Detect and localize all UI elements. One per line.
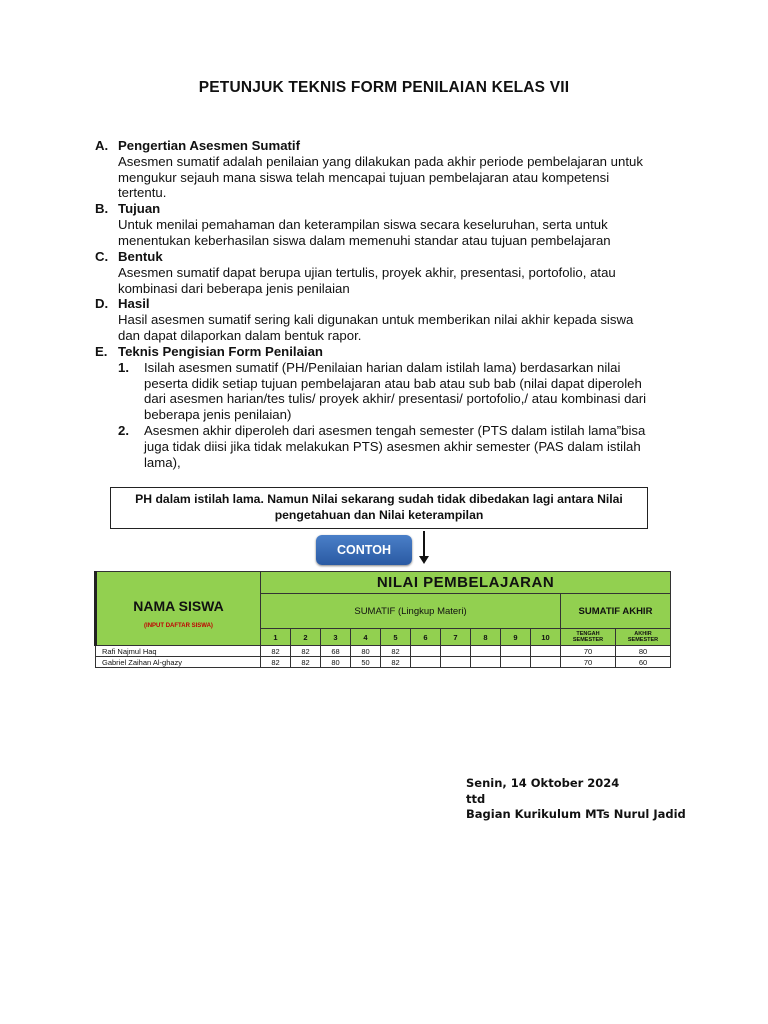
section-text: kombinasi dari beberapa jenis penilaian — [118, 280, 350, 296]
signature-block — [466, 776, 686, 823]
contoh-button[interactable]: CONTOH — [316, 535, 412, 565]
sumatif-akhir-header: SUMATIF AKHIR — [561, 594, 671, 629]
section-letter: E. — [95, 344, 108, 359]
column-number: 10 — [531, 629, 561, 646]
column-number: 2 — [291, 629, 321, 646]
score-cell[interactable] — [531, 646, 561, 657]
note-box — [110, 487, 648, 529]
section-e — [95, 344, 695, 470]
akhir-semester-header — [616, 629, 671, 646]
section-text: menentukan keberhasilan siswa dalam memenuhi standar atau tujuan pembelajaran — [118, 232, 611, 248]
score-cell[interactable] — [411, 646, 441, 657]
table-row — [96, 646, 671, 657]
table-row — [96, 657, 671, 668]
section-heading: Tujuan — [118, 201, 161, 216]
section-heading: Teknis Pengisian Form Penilaian — [118, 344, 323, 359]
score-cell[interactable] — [471, 646, 501, 657]
score-cell[interactable]: 82 — [381, 646, 411, 657]
student-name[interactable]: Rafi Najmul Haq — [96, 646, 261, 657]
column-number: 1 — [261, 629, 291, 646]
column-number: 8 — [471, 629, 501, 646]
column-number: 5 — [381, 629, 411, 646]
grade-table — [94, 571, 671, 668]
score-cell[interactable] — [441, 646, 471, 657]
score-cell[interactable]: 82 — [261, 657, 291, 668]
list-text: peserta didik setiap tujuan pembelajaran atau bab atau sub bab (nilai dapat diperoleh — [144, 375, 642, 391]
score-cell[interactable] — [411, 657, 441, 668]
list-text: Isilah asesmen sumatif (PH/Penilaian harian dalam istilah lama) berdasarkan nilai — [144, 359, 621, 375]
semester-label: SEMESTER — [572, 637, 604, 643]
score-cell[interactable] — [531, 657, 561, 668]
column-number: 4 — [351, 629, 381, 646]
score-cell[interactable]: 80 — [321, 657, 351, 668]
section-letter: B. — [95, 201, 109, 216]
akhir-label: AKHIR — [634, 631, 652, 637]
tengah-score[interactable]: 70 — [561, 646, 616, 657]
nilai-pembelajaran-header: NILAI PEMBELAJARAN — [261, 572, 671, 594]
sumatif-header: SUMATIF (Lingkup Materi) — [261, 594, 561, 629]
section-text: dan dapat dilaporkan dalam bentuk rapor. — [118, 327, 362, 343]
nama-siswa-header — [96, 572, 261, 646]
list-number: 1. — [118, 359, 129, 375]
akhir-score[interactable]: 60 — [616, 657, 671, 668]
down-arrow-icon — [423, 531, 425, 559]
student-name[interactable]: Gabriel Zaihan Al-ghazy — [96, 657, 261, 668]
score-cell[interactable]: 50 — [351, 657, 381, 668]
tengah-semester-header — [561, 629, 616, 646]
score-cell[interactable] — [471, 657, 501, 668]
section-text: Asesmen sumatif dapat berupa ujian tertulis, proyek akhir, presentasi, portofolio, atau — [118, 264, 616, 280]
list-text: beberapa jenis penilaian) — [144, 407, 292, 423]
section-text: mengukur sejauh mana siswa telah mencapai tujuan pembelajaran atau kompetensi — [118, 169, 610, 185]
list-number: 2. — [118, 422, 129, 438]
section-text: Hasil asesmen sumatif sering kali digunakan untuk memberikan nilai akhir kepada siswa — [118, 311, 634, 327]
note-line: pengetahuan dan Nilai keterampilan — [274, 508, 484, 522]
note-line: PH dalam istilah lama. Namun Nilai sekarang sudah tidak dibedakan lagi antara Nilai — [135, 492, 623, 506]
section-letter: D. — [95, 296, 109, 311]
section-heading: Bentuk — [118, 249, 163, 264]
list-text: lama), — [144, 454, 181, 470]
score-cell[interactable]: 82 — [381, 657, 411, 668]
column-number: 9 — [501, 629, 531, 646]
score-cell[interactable]: 82 — [261, 646, 291, 657]
page-title: PETUNJUK TEKNIS FORM PENILAIAN KELAS VII — [198, 79, 570, 96]
tengah-score[interactable]: 70 — [561, 657, 616, 668]
score-cell[interactable] — [501, 657, 531, 668]
column-number: 6 — [411, 629, 441, 646]
signature-ttd: ttd — [466, 791, 486, 806]
nama-siswa-label: NAMA SISWA — [133, 598, 224, 614]
signature-org: Bagian Kurikulum MTs Nurul Jadid — [466, 807, 686, 821]
list-text: juga tidak diisi jika tidak melakukan PTS) asesmen akhir semester (PAS dalam istilah — [144, 438, 641, 454]
section-text: tertentu. — [118, 185, 167, 201]
semester-label: SEMESTER — [627, 637, 659, 643]
tengah-label: TENGAH — [576, 631, 600, 637]
section-heading: Pengertian Asesmen Sumatif — [118, 138, 300, 153]
section-a — [95, 138, 695, 201]
signature-date: Senin, 14 Oktober 2024 — [466, 776, 620, 790]
column-number: 7 — [441, 629, 471, 646]
score-cell[interactable]: 80 — [351, 646, 381, 657]
input-daftar-label: (INPUT DAFTAR SISWA) — [144, 623, 213, 629]
akhir-score[interactable]: 80 — [616, 646, 671, 657]
section-heading: Hasil — [118, 296, 150, 311]
section-d — [95, 296, 695, 343]
arrow-head-icon — [419, 556, 429, 564]
score-cell[interactable]: 82 — [291, 646, 321, 657]
section-b — [95, 201, 695, 248]
score-cell[interactable]: 82 — [291, 657, 321, 668]
list-text: dari asesmen harian/tes tulis/ proyek akhir/ presentasi/ portofolio,/ atau kombinasi dari — [144, 391, 647, 407]
section-letter: C. — [95, 249, 109, 264]
list-item — [118, 423, 695, 470]
list-item — [118, 360, 695, 423]
score-cell[interactable] — [501, 646, 531, 657]
column-number: 3 — [321, 629, 351, 646]
list-text: Asesmen akhir diperoleh dari asesmen tengah semester (PTS dalam istilah lama”bisa — [144, 422, 646, 438]
section-text: Untuk menilai pemahaman dan keterampilan siswa secara keseluruhan, serta untuk — [118, 216, 608, 232]
section-letter: A. — [95, 138, 109, 153]
score-cell[interactable]: 68 — [321, 646, 351, 657]
score-cell[interactable] — [441, 657, 471, 668]
section-c — [95, 249, 695, 296]
section-text: Asesmen sumatif adalah penilaian yang dilakukan pada akhir periode pembelajaran untuk — [118, 153, 643, 169]
